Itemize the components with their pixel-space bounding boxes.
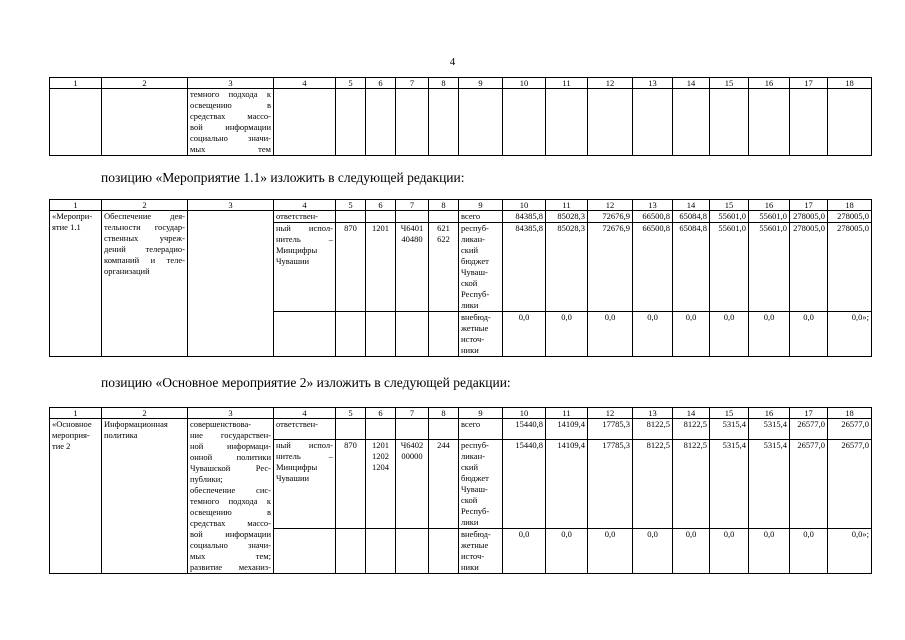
cell-line: 622 [437, 234, 450, 244]
cell-line: освещению в [190, 100, 271, 110]
column-number: 15 [710, 200, 749, 211]
column-number: 10 [503, 78, 546, 89]
column-number: 4 [274, 200, 336, 211]
column-number: 2 [102, 78, 188, 89]
cell-line: респуб- [461, 440, 489, 450]
cell-line: тие 2 [52, 441, 71, 451]
column-number: 4 [274, 408, 336, 419]
cell-line: лики [461, 300, 479, 310]
value-cell: 0,0 [546, 312, 588, 357]
cell-line: Респуб- [461, 506, 490, 516]
cell-line: Минцифры [276, 245, 318, 255]
table-main-measure-2 [49, 407, 872, 574]
column-number: 9 [459, 200, 503, 211]
value-cell: 66500,8 [633, 223, 673, 312]
value-cell: 15440,8 [503, 440, 546, 529]
value-cell: 14109,4 [546, 440, 588, 529]
value-cell: 55601,0 [710, 223, 749, 312]
value-cell: 0,0 [710, 312, 749, 357]
column-number-row [50, 78, 872, 89]
column-number: 11 [546, 408, 588, 419]
column-number: 8 [429, 200, 459, 211]
value-cell: 0,0 [503, 312, 546, 357]
source-republic-label [459, 223, 503, 312]
cell-line: 1201 [372, 440, 389, 450]
column-number: 9 [459, 78, 503, 89]
column-number: 12 [588, 78, 633, 89]
code-target [396, 440, 429, 529]
column-number-row [50, 408, 872, 419]
column-number: 5 [336, 78, 366, 89]
measure-description [188, 89, 274, 156]
value-cell: 72676,9 [588, 223, 633, 312]
value-cell: 65084,8 [673, 211, 710, 223]
cell-line: ной информаци- [190, 441, 271, 451]
value-cell: 0,0 [790, 529, 828, 574]
cell-line: Ч6402 [400, 440, 424, 450]
column-number: 2 [102, 408, 188, 419]
column-number: 12 [588, 200, 633, 211]
cell-line: Информационная [104, 419, 168, 429]
table-row-total [50, 211, 872, 223]
column-number: 6 [366, 408, 396, 419]
cell-line: ятие 1.1 [52, 222, 81, 232]
column-number: 16 [749, 78, 790, 89]
source-republic-label [459, 440, 503, 529]
cell-line: 621 [437, 223, 450, 233]
value-cell: 84385,8 [503, 223, 546, 312]
column-number: 6 [366, 200, 396, 211]
value-cell: 8122,5 [633, 440, 673, 529]
responsible-executor [274, 223, 336, 312]
column-number: 6 [366, 78, 396, 89]
cell-line: Чуваш- [461, 484, 488, 494]
column-number: 4 [274, 78, 336, 89]
value-cell: 0,0 [790, 312, 828, 357]
value-cell: 8122,5 [633, 419, 673, 440]
responsible-executor [274, 440, 336, 529]
column-number: 5 [336, 408, 366, 419]
value-cell: 26577,0 [828, 419, 872, 440]
column-number: 16 [749, 200, 790, 211]
value-cell: 26577,0 [790, 419, 828, 440]
column-number: 9 [459, 408, 503, 419]
value-cell: 5315,4 [749, 440, 790, 529]
cell-line: источ- [461, 334, 485, 344]
code-section [366, 440, 396, 529]
column-number: 17 [790, 200, 828, 211]
value-cell: 55601,0 [749, 223, 790, 312]
cell-line: Минцифры [276, 462, 318, 472]
code-target [396, 223, 429, 312]
cell-line: 40480 [401, 234, 423, 244]
value-cell: 17785,3 [588, 419, 633, 440]
cell-line: ники [461, 345, 479, 355]
cell-line: ственных учреж- [104, 233, 185, 243]
source-extrabudget-label [459, 312, 503, 357]
value-cell: 15440,8 [503, 419, 546, 440]
cell-line: ский [461, 462, 478, 472]
cell-line: внебюд- [461, 529, 491, 539]
cell-line: темного подхода к [190, 89, 271, 99]
measure-description [188, 419, 274, 574]
cell-line: ский [461, 245, 478, 255]
cell-line: внебюд- [461, 312, 491, 322]
column-number: 15 [710, 408, 749, 419]
column-number: 13 [633, 200, 673, 211]
section-heading-main-measure-2: позицию «Основное мероприятие 2» изложить в следующей редакции: [101, 375, 511, 390]
value-cell: 85028,3 [546, 211, 588, 223]
table-continuation [49, 77, 872, 156]
cell-line: нитель – [276, 451, 333, 461]
cell-line: Обеспечение дея- [104, 211, 185, 221]
column-number: 1 [50, 200, 102, 211]
column-number: 14 [673, 200, 710, 211]
cell-line: Респуб- [461, 289, 490, 299]
cell-line: 1202 [372, 451, 389, 461]
page-number: 4 [449, 56, 456, 68]
value-cell: 0,0 [710, 529, 749, 574]
table-row [50, 89, 872, 156]
column-number: 17 [790, 78, 828, 89]
code-section: 1201 [366, 223, 396, 312]
column-number: 7 [396, 200, 429, 211]
cell-line: 1204 [372, 462, 389, 472]
value-cell: 8122,5 [673, 419, 710, 440]
cell-line: организаций [104, 266, 150, 276]
cell-line: онной политики [190, 452, 271, 462]
column-number: 11 [546, 200, 588, 211]
cell-line: лики [461, 517, 479, 527]
column-number: 14 [673, 408, 710, 419]
value-cell: 17785,3 [588, 440, 633, 529]
measure-code [50, 211, 102, 357]
cell-line: мых тем; [190, 551, 271, 561]
value-cell: 5315,4 [749, 419, 790, 440]
cell-line: освещению в [190, 507, 271, 517]
source-extrabudget-label [459, 529, 503, 574]
cell-line: Чуваш- [461, 267, 488, 277]
column-number: 7 [396, 408, 429, 419]
cell-line: вой информации [190, 529, 271, 539]
source-total-label: всего [459, 211, 503, 223]
cell-line: мероприя- [52, 430, 90, 440]
cell-line: совершенствова- [190, 419, 252, 429]
value-cell: 55601,0 [749, 211, 790, 223]
value-cell: 26577,0 [828, 440, 872, 529]
column-number-row [50, 200, 872, 211]
value-cell: 0,0 [546, 529, 588, 574]
column-number: 18 [828, 78, 872, 89]
column-number: 16 [749, 408, 790, 419]
column-number: 3 [188, 200, 274, 211]
cell-line: нитель – [276, 234, 333, 244]
cell-line: ный испол- [276, 440, 333, 450]
source-total-label: всего [459, 419, 503, 440]
column-number: 15 [710, 78, 749, 89]
cell-line: жетные [461, 323, 489, 333]
value-cell: 14109,4 [546, 419, 588, 440]
responsible-label: ответствен- [274, 211, 336, 223]
code-grbs: 870 [336, 223, 366, 312]
column-number: 18 [828, 408, 872, 419]
cell-line: «Основное [52, 419, 92, 429]
value-cell: 5315,4 [710, 419, 749, 440]
value-cell: 55601,0 [710, 211, 749, 223]
cell-line: Ч6401 [400, 223, 424, 233]
column-number: 8 [429, 78, 459, 89]
cell-line: «Меропри- [52, 211, 93, 221]
value-cell: 278005,0 [790, 223, 828, 312]
cell-line: Чувашии [276, 473, 310, 483]
value-cell: 72676,9 [588, 211, 633, 223]
cell-line: ликан- [461, 234, 485, 244]
cell-line: ние государствен- [190, 430, 271, 440]
section-heading-measure-1-1: позицию «Мероприятие 1.1» изложить в следующей редакции: [101, 170, 465, 185]
value-cell: 84385,8 [503, 211, 546, 223]
value-cell: 0,0 [588, 312, 633, 357]
column-number: 7 [396, 78, 429, 89]
column-number: 10 [503, 408, 546, 419]
column-number: 12 [588, 408, 633, 419]
cell-line: жетные [461, 540, 489, 550]
value-cell: 0,0 [749, 312, 790, 357]
cell-line: средствах массо- [190, 111, 271, 121]
cell-line: социально значи- [190, 133, 271, 143]
cell-line: ликан- [461, 451, 485, 461]
value-cell: 66500,8 [633, 211, 673, 223]
value-cell: 278005,0 [828, 223, 872, 312]
cell-line: ный испол- [276, 223, 333, 233]
cell-line: развитие механиз- [190, 562, 271, 572]
value-cell: 65084,8 [673, 223, 710, 312]
column-number: 2 [102, 200, 188, 211]
cell-line: обеспечение сис- [190, 485, 271, 495]
column-number: 11 [546, 78, 588, 89]
column-number: 5 [336, 200, 366, 211]
cell-line: публики; [190, 474, 223, 484]
table-measure-1-1 [49, 199, 872, 357]
table-row-total [50, 419, 872, 440]
cell-line: компаний и теле- [104, 255, 185, 265]
cell-line: средствах массо- [190, 518, 271, 528]
value-cell: 5315,4 [710, 440, 749, 529]
value-cell: 0,0 [588, 529, 633, 574]
cell-line: тельности государ- [104, 222, 185, 232]
cell-line: Чувашской Рес- [190, 463, 271, 473]
column-number: 8 [429, 408, 459, 419]
cell-line: дений телерадио- [104, 244, 185, 254]
value-cell: 0,0»; [828, 312, 872, 357]
cell-line: бюджет [461, 473, 489, 483]
value-cell: 0,0 [633, 312, 673, 357]
value-cell: 0,0»; [828, 529, 872, 574]
cell-line: ники [461, 562, 479, 572]
column-number: 3 [188, 78, 274, 89]
value-cell: 8122,5 [673, 440, 710, 529]
column-number: 10 [503, 200, 546, 211]
code-expense-type [429, 223, 459, 312]
cell-line: 00000 [401, 451, 423, 461]
column-number: 13 [633, 408, 673, 419]
measure-name [102, 419, 188, 574]
value-cell: 0,0 [673, 312, 710, 357]
value-cell: 26577,0 [790, 440, 828, 529]
column-number: 18 [828, 200, 872, 211]
cell-line: источ- [461, 551, 485, 561]
code-grbs: 870 [336, 440, 366, 529]
cell-line: Чувашии [276, 256, 310, 266]
value-cell: 0,0 [633, 529, 673, 574]
cell-line: вой информации [190, 122, 271, 132]
column-number: 3 [188, 408, 274, 419]
cell-line: мых тем [190, 144, 271, 154]
value-cell: 0,0 [503, 529, 546, 574]
cell-line: политика [104, 430, 138, 440]
cell-line: ской [461, 278, 478, 288]
cell-line: темного подхода к [190, 496, 271, 506]
cell-line: бюджет [461, 256, 489, 266]
code-expense-type: 244 [429, 440, 459, 529]
value-cell: 85028,3 [546, 223, 588, 312]
column-number: 1 [50, 408, 102, 419]
measure-name [102, 211, 188, 357]
cell-line: респуб- [461, 223, 489, 233]
value-cell: 0,0 [673, 529, 710, 574]
cell-line: ской [461, 495, 478, 505]
responsible-label: ответствен- [274, 419, 336, 440]
value-cell: 278005,0 [790, 211, 828, 223]
column-number: 1 [50, 78, 102, 89]
column-number: 13 [633, 78, 673, 89]
column-number: 17 [790, 408, 828, 419]
measure-code [50, 419, 102, 574]
column-number: 14 [673, 78, 710, 89]
value-cell: 0,0 [749, 529, 790, 574]
cell-line: социально значи- [190, 540, 271, 550]
value-cell: 278005,0 [828, 211, 872, 223]
